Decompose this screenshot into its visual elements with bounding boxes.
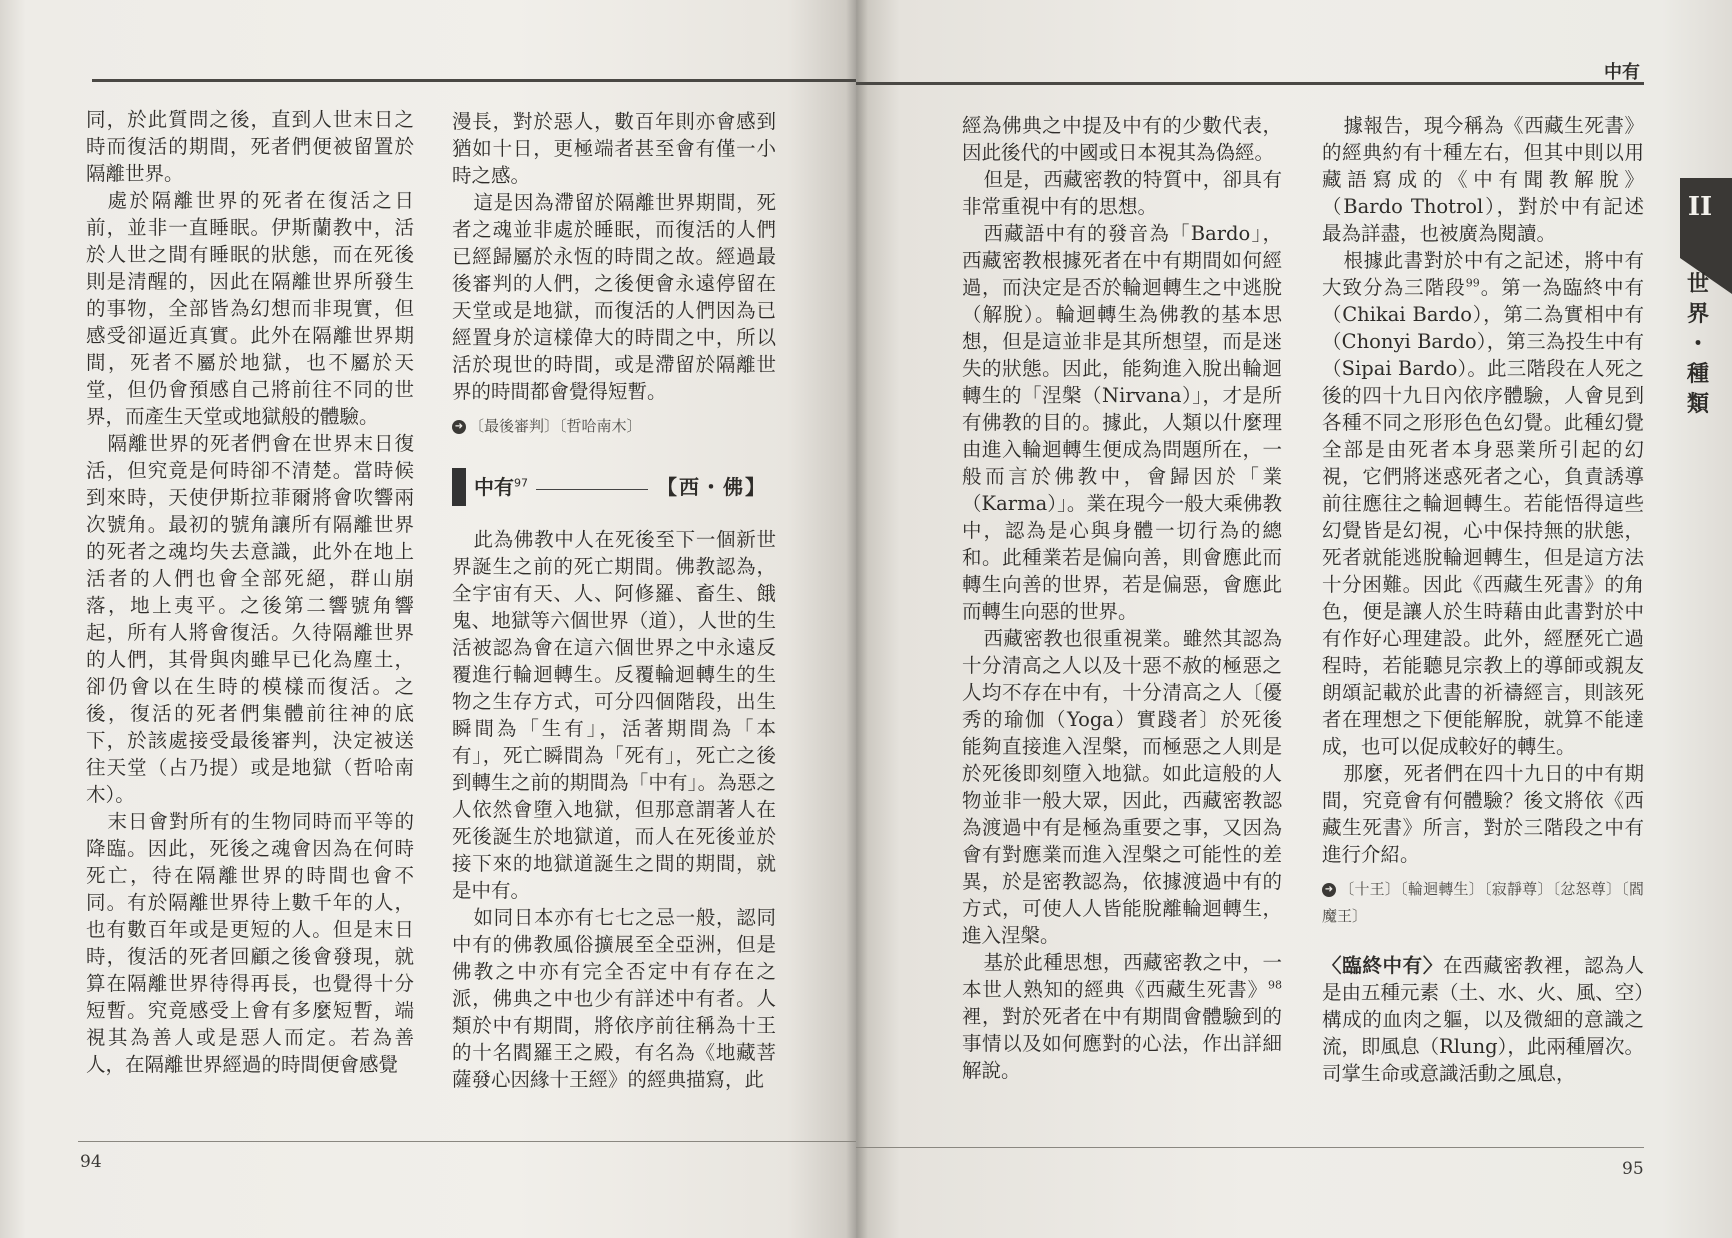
cross-reference bbox=[1322, 876, 1644, 930]
right-top-rule bbox=[856, 82, 1644, 85]
paragraph bbox=[1322, 952, 1644, 1087]
running-head: 中有 bbox=[1604, 62, 1640, 83]
entry-title bbox=[474, 474, 528, 501]
paragraph-text: 裡，對於死者在中有期間會體驗到的事情以及如何應對的心法，作出詳細解說。 bbox=[962, 1005, 1282, 1082]
cross-reference-text: 〔十王〕〔輪迴轉生〕〔寂靜尊〕〔忿怒尊〕〔閻魔王〕 bbox=[1322, 880, 1644, 925]
chapter-number: II bbox=[1687, 192, 1713, 222]
arrow-right-icon: ➜ bbox=[1322, 883, 1336, 897]
chapter-tab bbox=[1680, 178, 1732, 258]
right-column-2 bbox=[1322, 112, 1644, 1087]
paragraph bbox=[1322, 247, 1644, 760]
left-column-1 bbox=[86, 106, 414, 1078]
paragraph: 那麼，死者們在四十九日的中有期間，究竟會有何體驗？後文將依《西藏生死書》所言，對於三階段之中有進行介紹。 bbox=[1322, 762, 1644, 866]
paragraph: 處於隔離世界的死者在復活之日前，並非一直睡眠。伊斯蘭教中，活於人世之間有睡眠的狀態，而在死後則是清醒的，因此在隔離世界所發生的事物，全部皆為幻想而非現實，但感受卻逼近真實。此外在隔離世界期間，死者不屬於地獄，也不屬於天堂，但仍會預感自己將前往不同的世界，而產生天堂或地獄般的體驗。 bbox=[86, 189, 414, 428]
cross-reference-text: 〔最後審判〕〔哲哈南木〕 bbox=[469, 417, 642, 435]
paragraph bbox=[962, 949, 1282, 1084]
paragraph: 西藏語中有的發音為「Bardo」，西藏密教根據死者在中有期間如何經過，而決定是否於輪迴轉生之中逃脫（解脫）。輪迴轉生為佛教的基本思想，但是這並非是其所想望，而是迷失的狀態。因此，能夠進入脫出輪迴轉生的「涅槃（Nirvana）」，才是所有佛教的目的。據此，人類以什麼理由進入輪迴轉生便成為問題所在，一般而言於佛教中，會歸因於「業（Karma）」。業在現今一般大乘佛教中，認為是心與身體一切行為的總和。此種業若是偏向善，則會應此而轉生向善的世界，若是偏惡，會應此而轉生向惡的世界。 bbox=[962, 222, 1282, 623]
chapter-side-label bbox=[1680, 270, 1716, 420]
paragraph-text: 基於此種思想，西藏密教之中，一本世人熟知的經典《西藏生死書》 bbox=[962, 951, 1282, 1001]
side-label-char: ・ bbox=[1686, 332, 1709, 357]
heading-rule bbox=[536, 489, 648, 490]
side-label-char: 類 bbox=[1686, 392, 1709, 417]
paragraph: 末日會對所有的生物同時而平等的降臨。因此，死後之魂會因為在何時死亡，待在隔離世界的時間也會不同。有於隔離世界待上數千年的人，也有數百年或是更短的人。但是末日時，復活的死者回顧之後會發現，就算在隔離世界待得再長，也覺得十分短暫。究竟感受上會有多麼短暫，端視其為善人或是惡人而定。若為善人，在隔離世界經過的時間便會感覺 bbox=[86, 810, 414, 1076]
paragraph-text: 。第一為臨終中有（Chikai Bardo），第二為實相中有（Chonyi Bardo），第三為投生中有（Sipai Bardo）。此三階段在人死之後的四十九日內依序體驗，人會見到各種不同之形形色色幻覺。此種幻覺全部是由死者本身惡業所引起的幻視，它們將迷惑死者之心，負責誘導前往應往之輪迴轉生。若能悟得這些幻覺皆是幻視，心中保持無的狀態，死者就能逃脫輪迴轉生，但是這方法十分困難。因此《西藏生死書》的角色，便是讓人於生時藉由此書對於中有作好心理建設。此外，經歷死亡過程時，若能聽見宗教上的導師或親友朗頌記載於此書的祈禱經言，則該死者在理想之下便能解脫，就算不能達成，也可以促成較好的轉生。 bbox=[1322, 276, 1644, 758]
paragraph: 經為佛典之中提及中有的少數代表，因此後代的中國或日本視其為偽經。 bbox=[962, 114, 1282, 164]
page-number-left: 94 bbox=[80, 1152, 102, 1172]
right-column-1 bbox=[962, 112, 1282, 1084]
arrow-right-icon: ➜ bbox=[452, 420, 466, 434]
paragraph: 隔離世界的死者們會在世界末日復活，但究竟是何時卻不清楚。當時候到來時，天使伊斯拉菲爾將會吹響兩次號角。最初的號角讓所有隔離世界的死者之魂均失去意識，此外在地上活者的人們也會全部死絕，群山崩落，地上夷平。之後第二響號角響起，所有人將會復活。久待隔離世界的人們，其骨與肉雖早已化為塵土，卻仍會以在生時的模樣而復活。之後，復活的死者們集體前往神的底下，於該處接受最後審判，決定被送往天堂（占乃提）或是地獄（哲哈南木）。 bbox=[86, 432, 414, 806]
subheading-term: 〈臨終中有〉 bbox=[1322, 954, 1443, 977]
cross-reference bbox=[452, 413, 776, 440]
paragraph-text: 在西藏密教裡，認為人是由五種元素（土、水、火、風、空）構成的血肉之軀，以及微細的意識之流，即風息（Rlung），此兩種層次。司掌生命或意識活動之風息， bbox=[1322, 954, 1644, 1085]
left-bottom-rule bbox=[78, 1141, 856, 1142]
paragraph: 漫長，對於惡人，數百年則亦會感到猶如十日，更極端者甚至會有僅一小時之感。 bbox=[452, 110, 776, 187]
page-number-right: 95 bbox=[1622, 1159, 1644, 1179]
book-gutter bbox=[846, 0, 868, 1238]
paragraph-text: 根據此書對於中有之記述，將中有大致分為三階段 bbox=[1322, 249, 1644, 299]
left-column-2 bbox=[452, 108, 776, 1093]
right-bottom-rule bbox=[856, 1147, 1644, 1148]
paragraph: 這是因為滯留於隔離世界期間，死者之魂並非處於睡眠，而復活的人們已經歸屬於永恆的時間之故。經過最後審判的人們，之後便會永遠停留在天堂或是地獄，而復活的人們因為已經置身於這樣偉大的時間之中，所以活於現世的時間，或是滯留於隔離世界的時間都會覺得短暫。 bbox=[452, 191, 776, 403]
left-top-rule bbox=[92, 79, 856, 82]
entry-category: 【西・佛】 bbox=[657, 475, 767, 499]
paragraph: 此為佛教中人在死後至下一個新世界誕生之前的死亡期間。佛教認為，全宇宙有天、人、阿修羅、畜生、餓鬼、地獄等六個世界（道），人世的生活被認為會在這六個世界之中永遠反覆進行輪迴轉生。反覆輪迴轉生的生物之生存方式，可分四個階段，出生瞬間為「生有」，活著期間為「本有」，死亡瞬間為「死有」，死亡之後到轉生之前的期間為「中有」。為惡之人依然會墮入地獄，但那意謂著人在死後誕生於地獄道，而人在死後並於接下來的地獄道誕生之間的期間，就是中有。 bbox=[452, 528, 776, 902]
side-label-char: 種 bbox=[1686, 362, 1709, 387]
footnote-marker: 98 bbox=[1268, 978, 1282, 992]
paragraph: 同，於此質問之後，直到人世末日之時而復活的期間，死者們便被留置於隔離世界。 bbox=[86, 108, 414, 185]
side-label-char: 界 bbox=[1686, 302, 1709, 327]
paragraph: 據報告，現今稱為《西藏生死書》的經典約有十種左右，但其中則以用藏語寫成的《中有聞教解脫》（Bardo Thotrol），對於中有記述最為詳盡，也被廣為閱讀。 bbox=[1322, 114, 1644, 245]
entry-title-text: 中有 bbox=[474, 475, 514, 499]
side-label-char: 世 bbox=[1686, 272, 1709, 297]
paragraph: 但是，西藏密教的特質中，卻具有非常重視中有的思想。 bbox=[962, 168, 1282, 218]
entry-note: 97 bbox=[514, 476, 528, 490]
paragraph: 西藏密教也很重視業。雖然其認為十分清高之人以及十惡不赦的極惡之人均不存在中有，十分清高之人〔優秀的瑜伽（Yoga）實踐者〕於死後能夠直接進入涅槃，而極惡之人則是於死後即刻墮入地獄。如此這般的人物並非一般大眾，因此，西藏密教認為渡過中有是極為重要之事，又因為會有對應業而進入涅槃之可能性的差異，於是密教認為，依據渡過中有的方式，可使人人皆能脫離輪迴轉生，進入涅槃。 bbox=[962, 627, 1282, 947]
entry-heading bbox=[452, 466, 776, 510]
footnote-marker: 99 bbox=[1465, 276, 1480, 290]
paragraph: 如同日本亦有七七之忌一般，認同中有的佛教風俗擴展至全亞洲，但是佛教之中亦有完全否定中有存在之派，佛典之中也少有詳述中有者。人類於中有期間，將依序前往稱為十王的十名閻羅王之殿，有名為《地藏菩薩發心因緣十王經》的經典描寫，此 bbox=[452, 906, 776, 1091]
heading-bar bbox=[452, 468, 466, 506]
